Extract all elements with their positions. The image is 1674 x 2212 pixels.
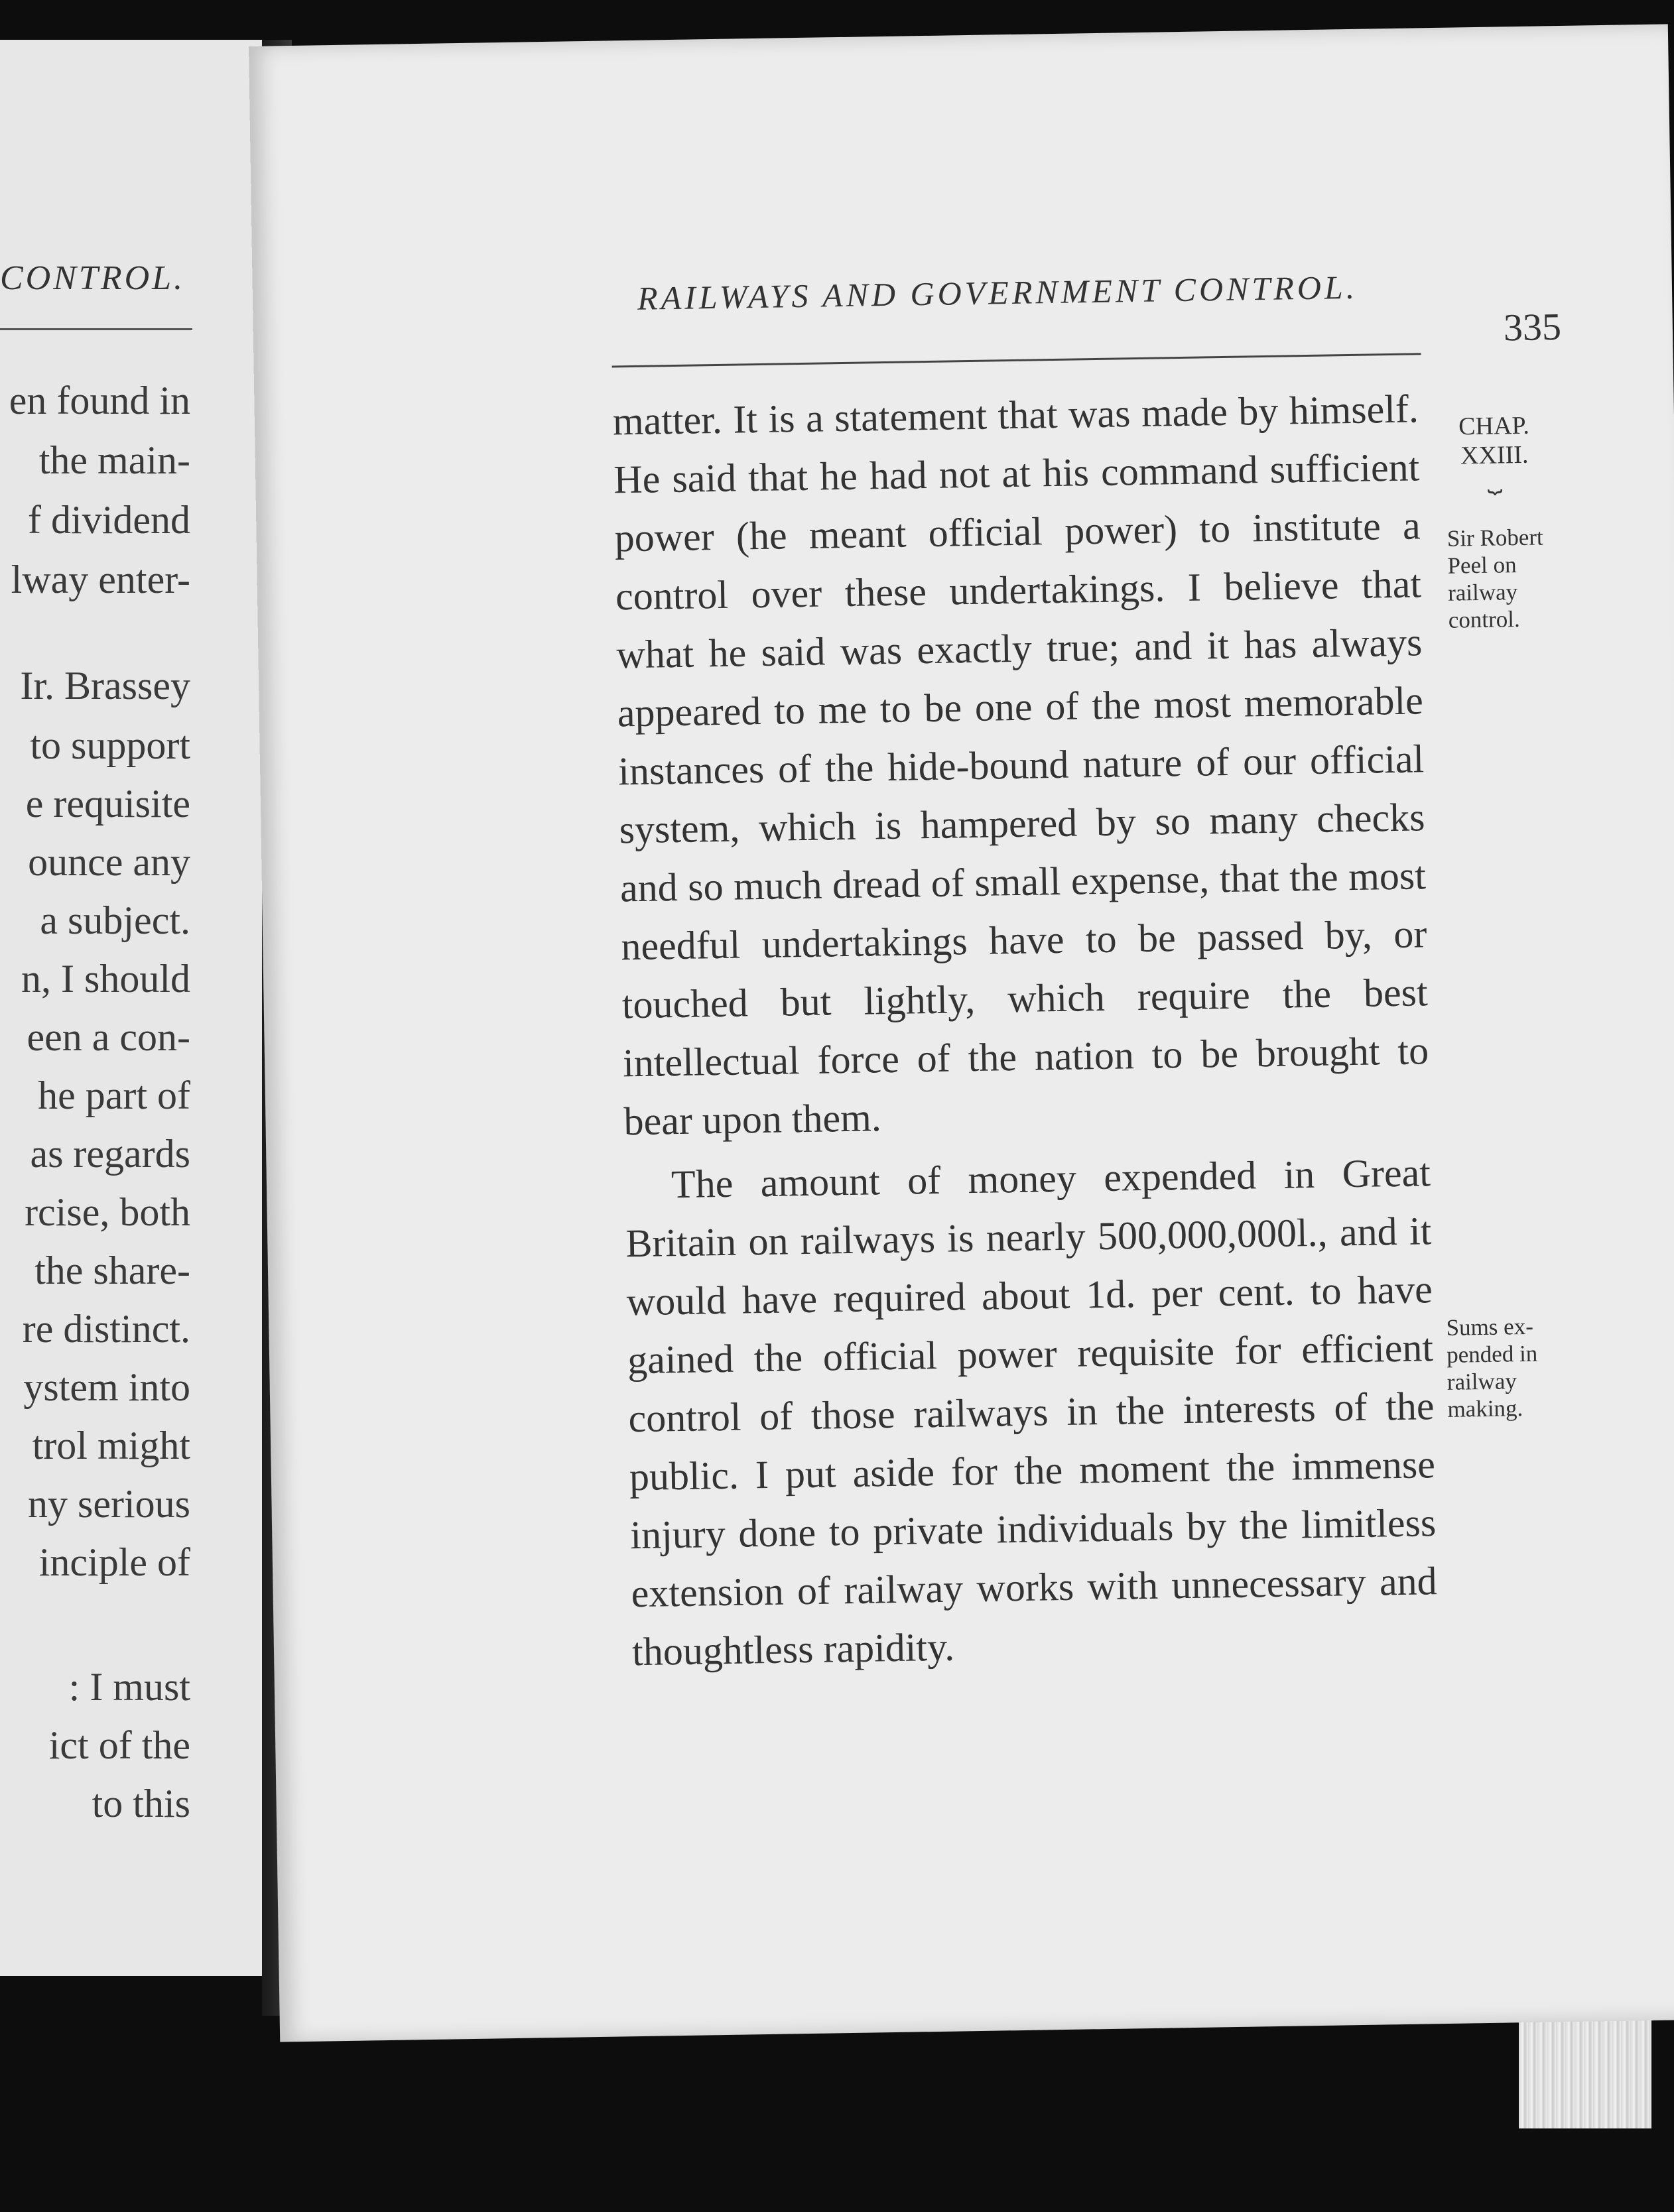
- left-page-line: rcise, both: [25, 1190, 190, 1234]
- page-number: 335: [1503, 304, 1562, 349]
- left-page: [0, 40, 262, 1976]
- chapter-brace: ⏟: [1487, 465, 1503, 494]
- paragraph: matter. It is a statement that was made by himself. He said that he had not at his command sufficient power (he meant official power) to institute a control over these undertakings. I believe that what he said was exactly true; and it has always appeared to me to be one of the most memorable instances of the hide-bound nature of our official system, which is hampered by so many checks and so much dread of small expense, that the most needful undertakings have to be passed by, or touched but lightly, which require the best intellectual force of the nation to be brought to bear upon them.: [612, 387, 1429, 1144]
- left-page-line: : I must: [68, 1665, 190, 1709]
- left-page-line: n, I should: [21, 957, 190, 1001]
- sidenote-line: railway: [1447, 579, 1518, 606]
- sidenote-sums: [1446, 1313, 1539, 1423]
- right-page: [249, 24, 1674, 2042]
- chapter-number: XXIII.: [1460, 440, 1529, 470]
- sidenote-peel: [1447, 523, 1545, 633]
- left-page-line: ict of the: [48, 1723, 190, 1767]
- left-page-line: inciple of: [38, 1540, 190, 1584]
- sidenote-line: Sums ex-: [1446, 1313, 1534, 1341]
- left-page-line: he part of: [38, 1074, 190, 1117]
- left-page-line: Ir. Brassey: [20, 664, 190, 707]
- left-page-line: ystem into: [23, 1365, 190, 1409]
- body-text: [612, 379, 1438, 1681]
- left-page-line: een a con-: [27, 1015, 190, 1059]
- left-page-line: the share-: [34, 1249, 190, 1292]
- running-head: RAILWAYS AND GOVERNMENT CONTROL.: [637, 268, 1358, 317]
- chapter-label: CHAP.: [1458, 411, 1530, 441]
- left-page-line: ny serious: [28, 1482, 190, 1526]
- left-page-line: ounce any: [28, 840, 190, 884]
- left-page-line: the main-: [38, 438, 190, 482]
- left-page-line: re distinct.: [22, 1307, 190, 1351]
- left-running-head: CONTROL.: [0, 259, 186, 297]
- left-page-line: e requisite: [25, 782, 190, 826]
- sidenote-line: pended in: [1446, 1340, 1538, 1368]
- left-page-line: as regards: [30, 1132, 190, 1176]
- left-page-line: lway enter-: [11, 558, 190, 601]
- sidenote-line: making.: [1447, 1395, 1523, 1422]
- left-page-line: to support: [30, 723, 190, 767]
- left-page-line: a subject.: [40, 898, 190, 942]
- sidenote-line: railway: [1447, 1368, 1517, 1395]
- left-page-line: to this: [92, 1782, 190, 1825]
- paragraph: The amount of money expended in Great Britain on railways is nearly 500,000,000l., and it would have required about 1d. per cent. to have gained the official power requisite for efficient control of those railways in the interests of the public. I put aside for the moment the immense injury done to private individuals by the limitless extension of railway works with unnecessary and thoughtless rapidity.: [625, 1150, 1438, 1674]
- left-header-rule: [0, 328, 192, 330]
- header-rule: [612, 353, 1421, 367]
- sidenote-line: control.: [1448, 606, 1520, 633]
- left-page-line: f dividend: [28, 498, 190, 542]
- chapter-marker: [1458, 411, 1530, 494]
- sidenote-line: Peel on: [1447, 552, 1517, 579]
- left-page-line: trol might: [32, 1424, 190, 1467]
- sidenote-line: Sir Robert: [1447, 524, 1544, 552]
- left-page-line: en found in: [9, 379, 190, 422]
